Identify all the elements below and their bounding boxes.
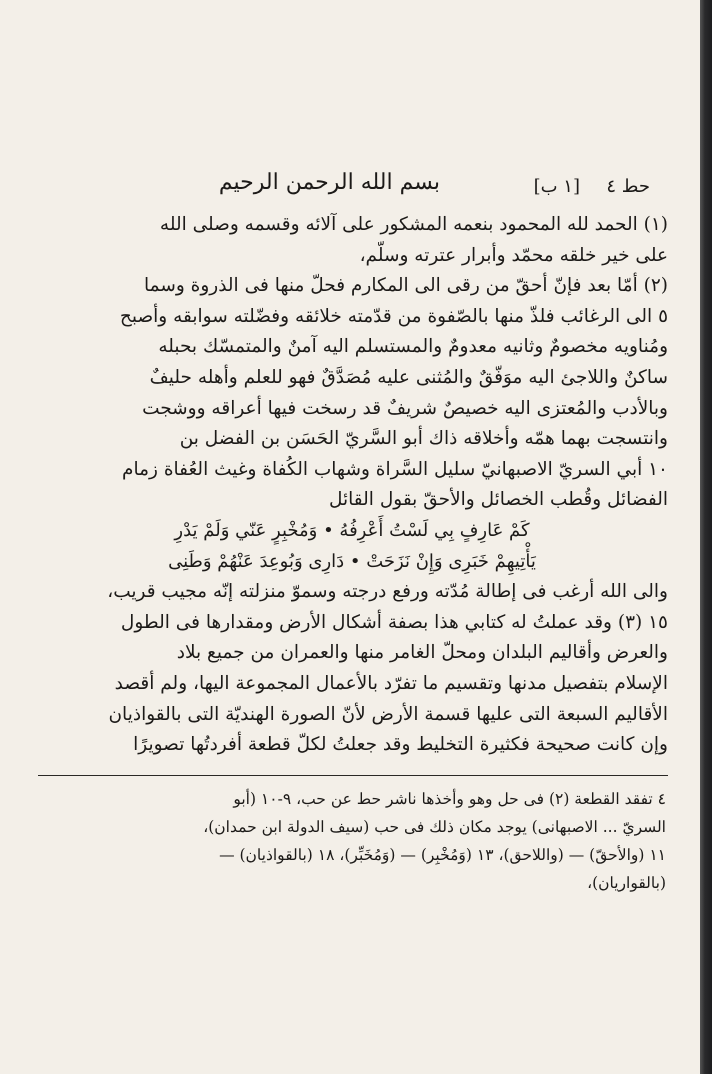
text-line: ٥ الى الرغائب فلذّ منها بالصّفوة من قدّمته خلائقه وفضّلته سوابقه وأصبح	[119, 305, 668, 327]
verse-line: يَأْتِيهِمْ خَبَرِى وَإِنْ نَزَحَتْ • دَارِى وَبُوعِدَ عَنْهُمْ وَطَنِى	[168, 550, 536, 572]
footnotes	[40, 785, 666, 897]
text-line: وبالأدب والمُعتزى اليه خصيصٌ شريفٌ قد رسخت فيها أعراقه ووشجت	[142, 397, 668, 419]
page-header	[90, 170, 650, 210]
text-line: ١٠ أبي السريّ الاصبهانيّ سليل السَّراة وشهاب الكُفاة وغيث العُفاة زمام	[122, 458, 668, 480]
book-binding-edge	[700, 0, 712, 1074]
footnote-line: السريّ ... الاصبهانى) يوجد مكان ذلك فى حب (سيف الدولة ابن حمدان)،	[203, 818, 666, 836]
text-line: على خير خلقه محمّد وأبرار عترته وسلّم،	[359, 244, 668, 266]
basmala: بسم الله الرحمن الرحيم	[218, 170, 440, 195]
text-line: (٢) أمّا بعد فإنّ أحقّ من رقى الى المكارم فحلّ منها فى الذروة وسما	[144, 275, 668, 297]
text-line: ومُناويه مخصومٌ وثانيه معدومٌ والمستسلم اليه آمنٌ والمتمسّك بحبله	[158, 336, 668, 358]
verse-line: كَمْ عَارِفٍ بِي لَسْتُ أَعْرِفُهُ • وَمُخْبِرٍ عَنّي وَلَمْ يَدْرِ	[174, 519, 530, 541]
folio-ref: [١ ب]	[533, 176, 580, 197]
text-line: وإن كانت صحيحة فكثيرة التخليط وقد جعلتُ لكلّ قطعة أفردتُها تصويرًا	[133, 734, 668, 756]
manuscript-page-ref: حط ٤	[606, 176, 650, 197]
footnote-line: ٤ تفقد القطعة (٢) فى حل وهو وأخذها ناشر حط عن حب، ٩-١٠ (أبو	[233, 790, 666, 808]
text-line: الأقاليم السبعة التى عليها قسمة الأرض لأنّ الصورة الهنديّة التى بالقواذيان	[108, 703, 668, 725]
text-line: الفضائل وقُطب الخصائل والأحقّ بقول القائل	[329, 489, 668, 511]
text-line: والى الله أرغب فى إطالة مُدّته ورفع درجته وسموّ منزلته إنّه مجيب قريب،	[107, 581, 668, 603]
text-line: والعرض وأقاليم البلدان ومحلّ الغامر منها والعمران من جميع بلاد	[176, 642, 668, 664]
main-text	[36, 210, 668, 761]
footnote-line: (بالقواريان)،	[587, 874, 666, 892]
text-line: ١٥ (٣) وقد عملتُ له كتابي هذا بصفة أشكال الأرض ومقدارها فى الطول	[120, 611, 668, 633]
footnote-divider	[38, 775, 668, 776]
text-line: الإسلام بتفصيل مدنها وتقسيم ما تفرّد بالأعمال المجموعة اليها، ولم أقصد	[114, 672, 668, 694]
text-line: (١) الحمد لله المحمود بنعمه المشكور على آلائه وقسمه وصلى الله	[159, 214, 668, 235]
text-line: ساكنٌ واللاجئ اليه موَفّقٌ والمُثنى عليه مُصَدَّقٌ فهو للعلم وأهله حليفٌ	[149, 366, 668, 388]
footnote-line: ١١ (والأحقّ) — (واللاحق)، ١٣ (وَمُخْبِر) — (وَمُخَبِّر)، ١٨ (بالقواذيان) —	[219, 846, 666, 864]
text-line: وانتسجت بهما همّه وأخلاقه ذاك أبو السَّريّ الحَسَن بن الفضل بن	[179, 428, 668, 450]
